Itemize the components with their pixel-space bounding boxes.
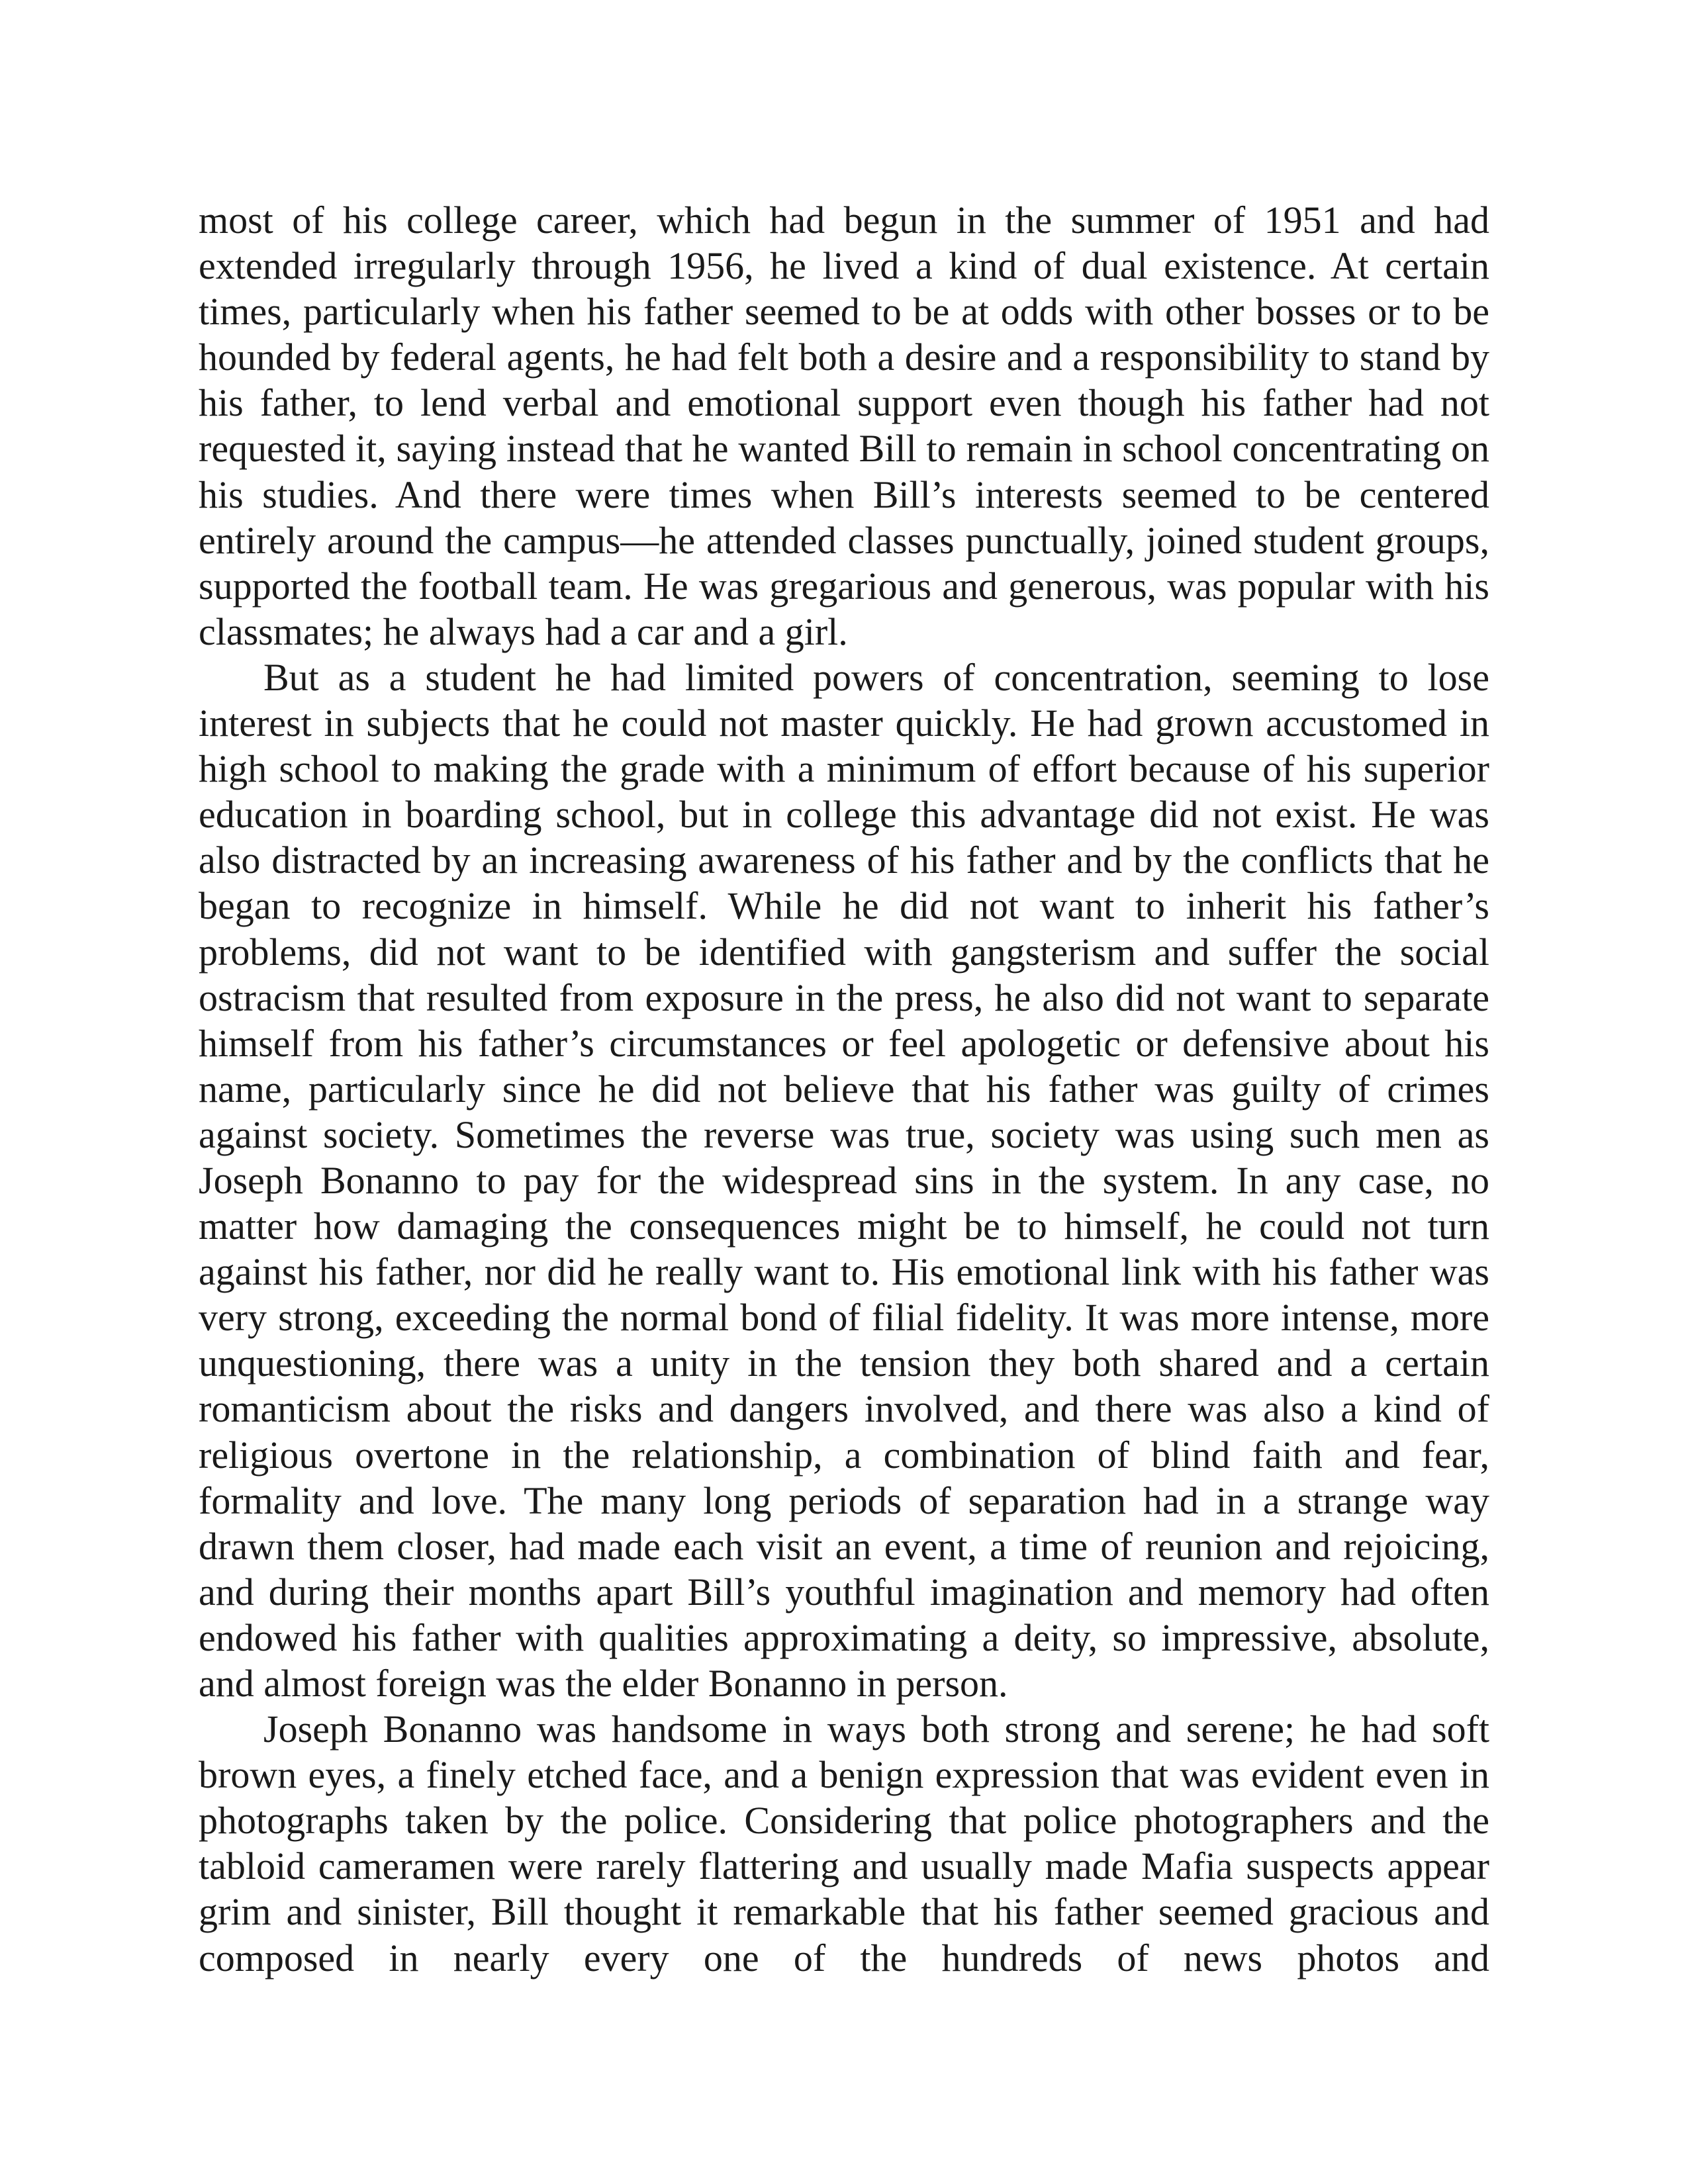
paragraph-3: Joseph Bonanno was handsome in ways both strong and serene; he had soft brown eyes, a finely etched face, and a benign expression that was evident even in photographs taken by the police. Considering that police photographers and the tabloid cameramen were rarely flattering and usually made Mafia suspects appear grim and sinister, Bill thought it remarkable that his father seemed gracious and composed in nearly every one of the hundreds of news photos and xyxy=(199,1707,1489,1979)
document-page xyxy=(199,197,1489,1981)
paragraph-1: most of his college career, which had begun in the summer of 1951 and had extended irregularly through 1956, he lived a kind of dual existence. At certain times, particularly when his father seemed to be at odds with other bosses or to be hounded by federal agents, he had felt both a desire and a responsibility to stand by his father, to lend verbal and emotional support even though his father had not requested it, saying instead that he wanted Bill to remain in school concentrating on his studies. And there were times when Bill’s interests seemed to be centered entirely around the campus—he attended classes punctually, joined student groups, supported the football team. He was gregarious and generous, was popular with his classmates; he always had a car and a girl. xyxy=(199,199,1489,653)
paragraph-2: But as a student he had limited powers of concentration, seeming to lose interest in subjects that he could not master quickly. He had grown accustomed in high school to making the grade with a minimum of effort because of his superior education in boarding school, but in college this advantage did not exist. He was also distracted by an increasing awareness of his father and by the conflicts that he began to recognize in himself. While he did not want to inherit his father’s problems, did not want to be identified with gangsterism and suffer the social ostracism that resulted from exposure in the press, he also did not want to separate himself from his father’s circumstances or feel apologetic or defensive about his name, particularly since he did not believe that his father was guilty of crimes against society. Sometimes the reverse was true, society was using such men as Joseph Bonanno to pay for the widespread sins in the system. In any case, no matter how damaging the consequences might be to himself, he could not turn against his father, nor did he really want to. His emotional link with his father was very strong, exceeding the normal bond of filial fidelity. It was more intense, more unquestioning, there was a unity in the tension they both shared and a certain romanticism about the risks and dangers involved, and there was also a kind of religious overtone in the relationship, a combination of blind faith and fear, formality and love. The many long periods of separation had in a strange way drawn them closer, had made each visit an event, a time of reunion and rejoicing, and during their months apart Bill’s youthful imagination and memory had often endowed his father with qualities approximating a deity, so impressive, absolute, and almost foreign was the elder Bonanno in person. xyxy=(199,655,1489,1705)
